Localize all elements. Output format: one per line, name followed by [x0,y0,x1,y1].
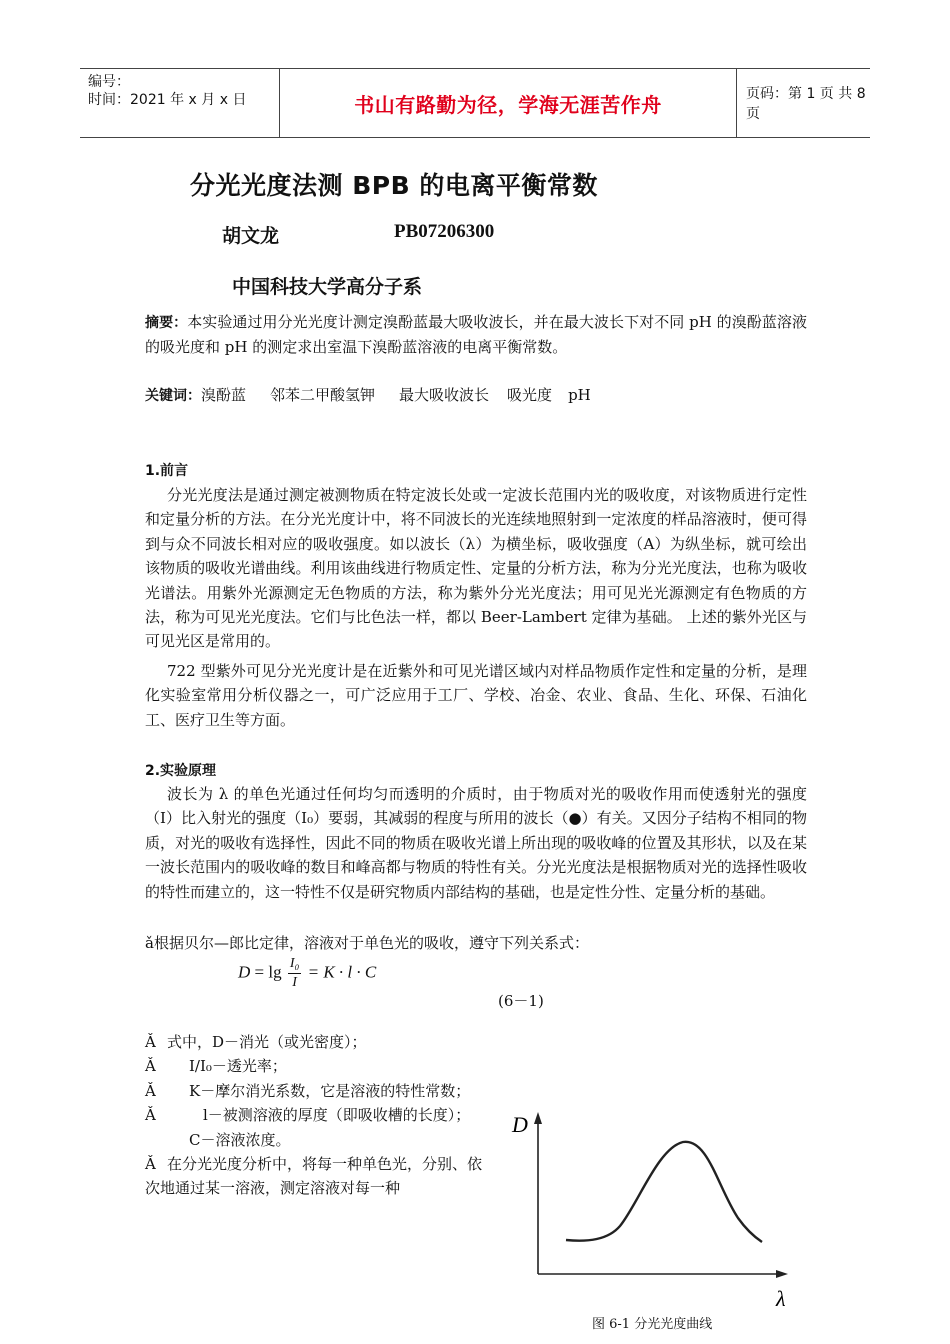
section-1-paragraph-1: 分光光度法是通过测定被测物质在特定波长处或一定波长范围内光的吸收度，对该物质进行定性和定量分析的方法。在分光光度计中，将不同波长的光连续地照射到一定浓度的样品溶液时，便可得到与众不同波长相对应的吸收强度。如以波长（λ）为横坐标，吸收强度（A）为纵坐标，就可绘出该物质的吸收光谱曲线。利用该曲线进行物质定性、定量的分析方法，称为分光光度法，也称为吸收光谱法。用紫外光源测定无色物质的方法，称为紫外分光光度法；用可见光光源测定有色物质的方法，称为可见光光度法。它们与比色法一样，都以 Beer-Lambert 定律为基础。 上述的紫外光区与可见光区是常用的。 [145,486,807,651]
page-header [80,68,870,138]
beer-lambert-formula [238,955,376,992]
definition-c: C－溶液浓度。 [189,1130,291,1149]
number-label: 编号： [88,74,130,90]
section-1-paragraph-2: 722 型紫外可见分光光度计是在近紫外和可见光谱区域内对样品物质作定性和定量的分析，是理化实验室常用分析仪器之一，可广泛应用于工厂、学校、冶金、农业、食品、生化、环保、石油化工、医疗卫生等方面。 [145,662,807,729]
bullet-mark: Ǎ [145,1033,156,1051]
y-axis-label: D [512,1112,528,1137]
bullet-mark: Ǎ [145,1057,156,1076]
definition-line [145,1030,493,1054]
department: 中国科技大学高分子系 [232,276,423,298]
definition-d: 式中，D－消光（或光密度）； [167,1033,367,1051]
formula-number: (6－1) [498,992,544,1010]
definition-line [145,1103,493,1127]
header-meta [80,69,280,137]
keyword: pH [568,386,591,404]
keywords [145,384,591,405]
definition-k: K－摩尔消光系数，它是溶液的特性常数； [189,1081,471,1100]
definition-procedure: 在分光光度分析中，将每一种单色光，分别、依次地通过某一溶液，测定溶液对每一种 [145,1155,483,1198]
definition-line [145,1079,493,1103]
spectrophotometric-curve-figure [508,1108,798,1308]
section-2-heading: 2.实验原理 [145,763,217,779]
abstract-label: 摘要： [145,315,188,331]
x-axis-label: λ [776,1286,786,1308]
bullet-mark: Ǎ [145,1081,156,1100]
section-2-paragraph-2: ǎ根据贝尔—郎比定律，溶液对于单色光的吸收，遵守下列关系式： [145,934,589,952]
formula-denominator: I [292,975,297,990]
formula-log: = lg [254,962,282,982]
section-2-paragraph-1: 波长为 λ 的单色光通过任何均匀而透明的介质时，由于物质对光的吸收作用而使透射光的强度（I）比入射光的强度（I₀）要弱，其减弱的程度与所用的波长（●）有关。又因分子结构不相同的物质，对光的吸收有选择性，因此不同的物质在吸收光谱上所出现的吸收峰的位置及其形状，以及在某一波长范围内的吸收峰的数目和峰高都与物质的特性有关。分光光度法是根据物质对光的选择性吸收的特性而建立的，这一特性不仅是研究物质内部结构的基础，也是定性分性、定量分析的基础。 [145,785,807,901]
figure-caption: 图 6-1 分光光度曲线 [592,1317,713,1332]
bullet-mark: Ǎ [145,1155,156,1174]
definition-line [145,1152,493,1201]
keyword: 邻苯二甲酸氢钾 [270,386,376,404]
formula-lhs: D [238,962,251,982]
formula-numerator: I₀ [288,955,302,974]
header-motto-cell [280,69,737,137]
formula-rhs: = K · l · C [307,962,377,982]
section-1-heading: 1.前言 [145,463,189,479]
x-axis-arrow [776,1270,788,1278]
keyword: 吸光度 [507,386,553,404]
y-axis-arrow [534,1112,542,1124]
document-title: 分光光度法测 BPB 的电离平衡常数 [190,171,598,200]
keyword: 最大吸收波长 [399,386,490,404]
abstract-text: 本实验通过用分光光度计测定溴酚蓝最大吸收波长，并在最大波长下对不同 pH 的溴酚蓝溶液的吸光度和 pH 的测定求出室温下溴酚蓝溶液的电离平衡常数。 [145,313,807,357]
motto: 书山有路勤为径，学海无涯苦作舟 [354,92,662,117]
student-id: PB07206300 [394,221,495,242]
definition-l: l－被测溶液的厚度（即吸收槽的长度）； [203,1106,471,1125]
absorption-curve [566,1142,762,1242]
header-page-info-cell [736,69,870,137]
bullet-mark: Ǎ [145,1106,156,1125]
keywords-label: 关键词： [145,388,201,404]
page-info: 页码：第 1 页 共 8 页 [746,86,866,122]
keyword: 溴酚蓝 [201,386,247,404]
definition-transmittance: I/I₀－透光率； [189,1057,287,1076]
definitions [145,1030,493,1201]
definition-line [145,1128,493,1152]
abstract [145,310,807,360]
date-label: 时间：2021 年 x 月 x 日 [88,92,247,108]
author-name: 胡文龙 [222,225,280,247]
formula-fraction [288,955,302,992]
definition-line [145,1054,493,1078]
